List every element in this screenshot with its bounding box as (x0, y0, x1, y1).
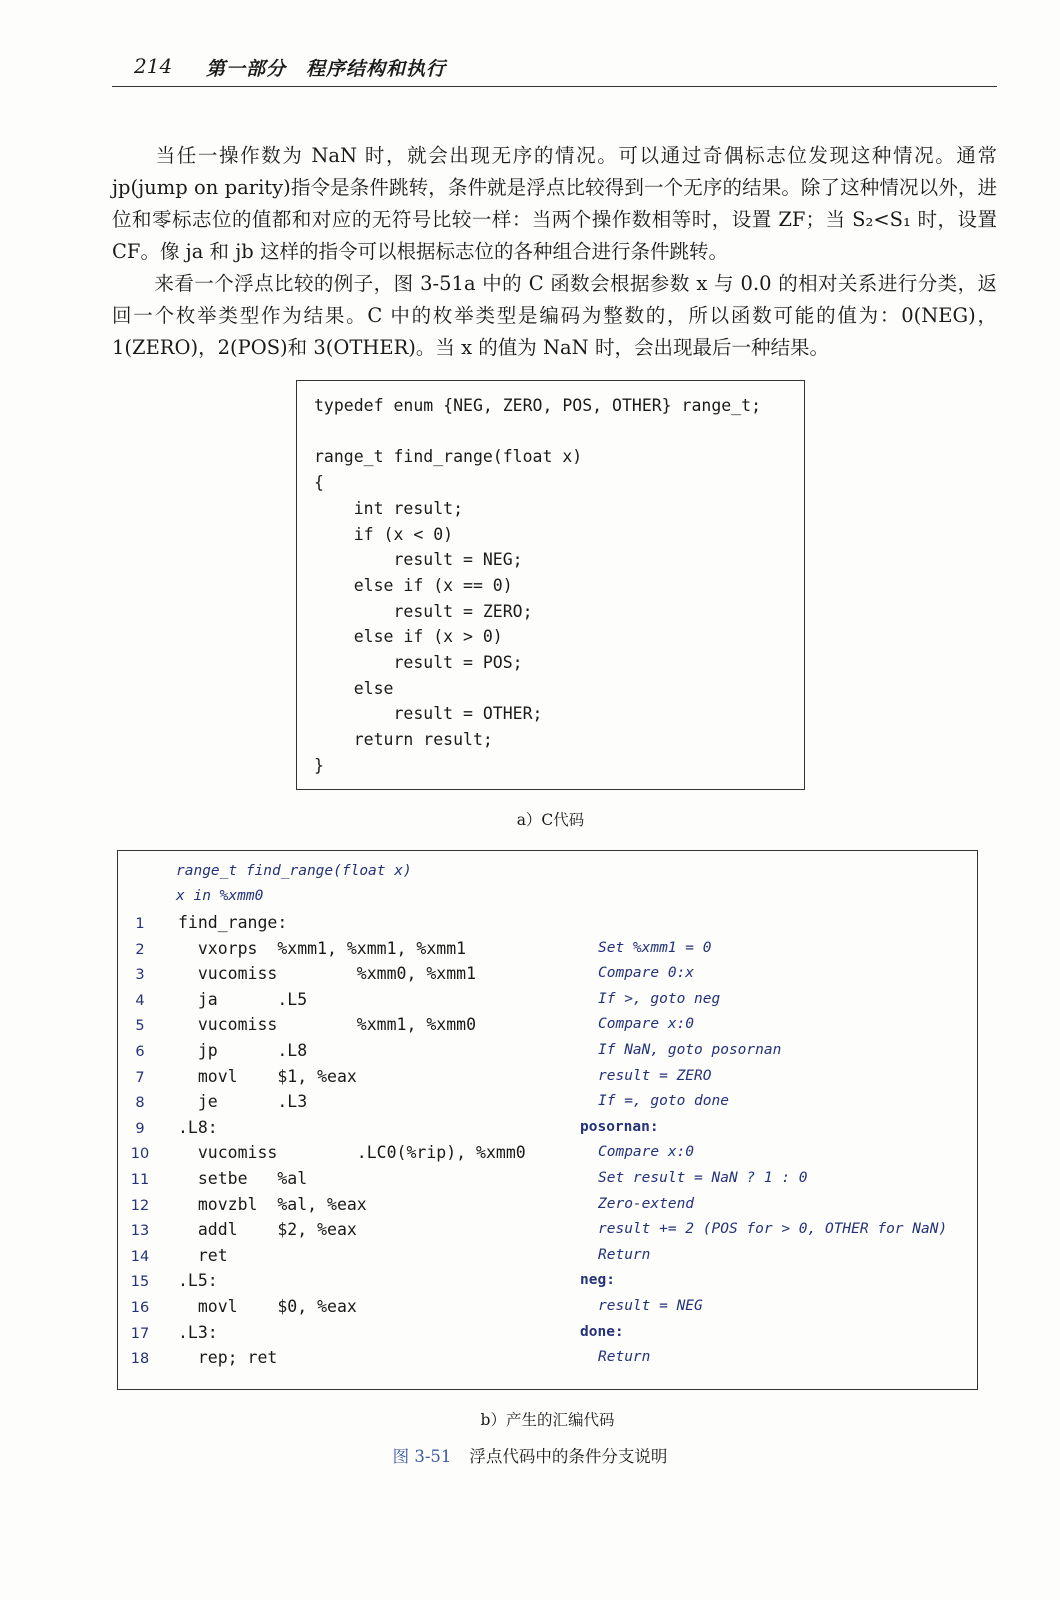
asm-line (118, 1015, 977, 1041)
asm-line-number: 15 (130, 1274, 150, 1291)
asm-comment: Zero-extend (598, 1195, 695, 1212)
asm-comment: Return (598, 1246, 651, 1263)
asm-comment: Set result = NaN ? 1 : 0 (598, 1170, 808, 1186)
paragraph-2 (112, 268, 997, 364)
c-code-box (296, 380, 805, 790)
asm-line-number: 6 (135, 1044, 145, 1060)
asm-comment: Compare 0:x (598, 965, 695, 982)
asm-comment: If =, goto done (598, 1093, 729, 1110)
figure-caption (0, 1443, 1060, 1467)
asm-line-number: 11 (130, 1172, 150, 1188)
asm-line (118, 1169, 977, 1195)
asm-line (118, 1092, 977, 1118)
asm-line (118, 1041, 977, 1067)
page-number: 214 (134, 54, 173, 78)
asm-label-comment: done: (580, 1323, 624, 1340)
asm-line (118, 1348, 977, 1374)
caption-a: a）C代码 (516, 811, 585, 829)
asm-line (118, 913, 977, 939)
asm-instruction: vucomiss %xmm0, %xmm1 (178, 964, 477, 984)
figure-title: 浮点代码中的条件分支说明 (469, 1447, 668, 1466)
page-header (112, 48, 997, 87)
asm-line (118, 990, 977, 1016)
asm-instruction: je .L3 (178, 1092, 308, 1112)
asm-line-number: 2 (135, 941, 145, 958)
asm-instruction: vucomiss %xmm1, %xmm0 (178, 1015, 477, 1035)
asm-label-comment: posornan: (580, 1118, 659, 1135)
asm-instruction: movzbl %al, %eax (178, 1194, 367, 1214)
caption-b: b）产生的汇编代码 (480, 1411, 615, 1429)
asm-comment: If >, goto neg (598, 990, 721, 1007)
asm-line (118, 964, 977, 990)
asm-instruction: rep; ret (178, 1348, 278, 1368)
asm-line-number: 17 (130, 1325, 150, 1342)
asm-instruction: .L8: (178, 1117, 218, 1137)
asm-comment: result += 2 (POS for > 0, OTHER for NaN) (598, 1221, 948, 1238)
asm-instruction: .L3: (178, 1322, 218, 1342)
asm-instruction: vucomiss .LC0(%rip), %xmm0 (178, 1143, 526, 1163)
asm-comment: result = NEG (598, 1298, 703, 1314)
asm-line (118, 1220, 977, 1246)
paragraph-1 (112, 140, 997, 268)
asm-comment: Compare x:0 (598, 1016, 695, 1033)
asm-line (118, 939, 977, 965)
asm-instruction: jp .L8 (178, 1041, 308, 1060)
asm-line (118, 1246, 977, 1272)
asm-line-number: 12 (130, 1197, 150, 1214)
asm-instruction: find_range: (178, 913, 288, 932)
asm-line-number: 18 (130, 1351, 150, 1368)
assembly-code-box (117, 850, 978, 1390)
asm-line-number: 1 (135, 916, 145, 932)
asm-line (118, 1195, 977, 1221)
asm-instruction: .L5: (178, 1271, 218, 1291)
asm-line (118, 1067, 977, 1093)
asm-instruction: ret (178, 1245, 228, 1265)
asm-instruction: vxorps %xmm1, %xmm1, %xmm1 (178, 938, 467, 958)
asm-instruction: addl $2, %eax (178, 1220, 357, 1240)
asm-instruction: movl $0, %eax (178, 1297, 357, 1316)
asm-line (118, 1118, 977, 1144)
asm-comment: Set %xmm1 = 0 (598, 939, 712, 956)
asm-comment: Compare x:0 (598, 1144, 695, 1161)
asm-label-comment: neg: (580, 1272, 615, 1289)
asm-line-number: 3 (135, 967, 145, 984)
paragraph-2-text: 来看一个浮点比较的例子，图 3-51a 中的 C 函数会根据参数 x 与 0.0 的相对关系进行分类，返回一个枚举类型作为结果。C 中的枚举类型是编码为整数的，所以函数可能的值为：0(NEG)，1(ZERO)，2(POS)和 3(OTHER)。当 x 的值为 NaN 时，会出现最后一种结果。 (112, 272, 997, 359)
asm-line-number: 16 (130, 1300, 150, 1316)
asm-header-signature: range_t find_range(float x) (176, 863, 412, 879)
asm-line-number: 7 (135, 1069, 145, 1086)
asm-line-number: 4 (135, 992, 145, 1009)
asm-line-number: 10 (130, 1146, 150, 1163)
asm-comment: Return (598, 1349, 651, 1366)
paragraph-1-text: 当任一操作数为 NaN 时，就会出现无序的情况。可以通过奇偶标志位发现这种情况。通常 jp(jump on parity)指令是条件跳转，条件就是浮点比较得到一个无序的结果。除了这种情况以外，进位和零标志位的值都和对应的无符号比较一样：当两个操作数相等时，设置 ZF；当 S₂<S₁ 时，设置 CF。像 ja 和 jb 这样的指令可以根据标志位的各种组合进行条件跳转。 (112, 144, 997, 263)
asm-line (118, 1271, 977, 1297)
asm-comment: If NaN, goto posornan (598, 1042, 782, 1058)
asm-line-number: 8 (135, 1095, 145, 1112)
asm-comment: result = ZERO (598, 1067, 712, 1084)
running-title: 第一部分 程序结构和执行 (206, 58, 447, 80)
asm-line (118, 1323, 977, 1349)
asm-instruction: setbe %al (178, 1169, 308, 1188)
asm-line (118, 1143, 977, 1169)
asm-instruction: ja .L5 (178, 989, 308, 1009)
asm-instruction: movl $1, %eax (178, 1066, 357, 1086)
asm-line-number: 9 (135, 1120, 145, 1137)
asm-line-number: 5 (135, 1018, 145, 1035)
asm-line-number: 14 (130, 1248, 150, 1265)
c-code: typedef enum {NEG, ZERO, POS, OTHER} range_t; range_t find_range(float x) { int result; if (x < 0) result = NEG; else if (x == 0) result = ZERO; else if (x > 0) result = POS; else result = OTHER; return result; } (314, 396, 762, 775)
figure-number: 图 3-51 (392, 1447, 452, 1466)
asm-line (118, 1297, 977, 1323)
asm-header-register: x in %xmm0 (176, 888, 264, 904)
asm-line-number: 13 (130, 1223, 150, 1240)
